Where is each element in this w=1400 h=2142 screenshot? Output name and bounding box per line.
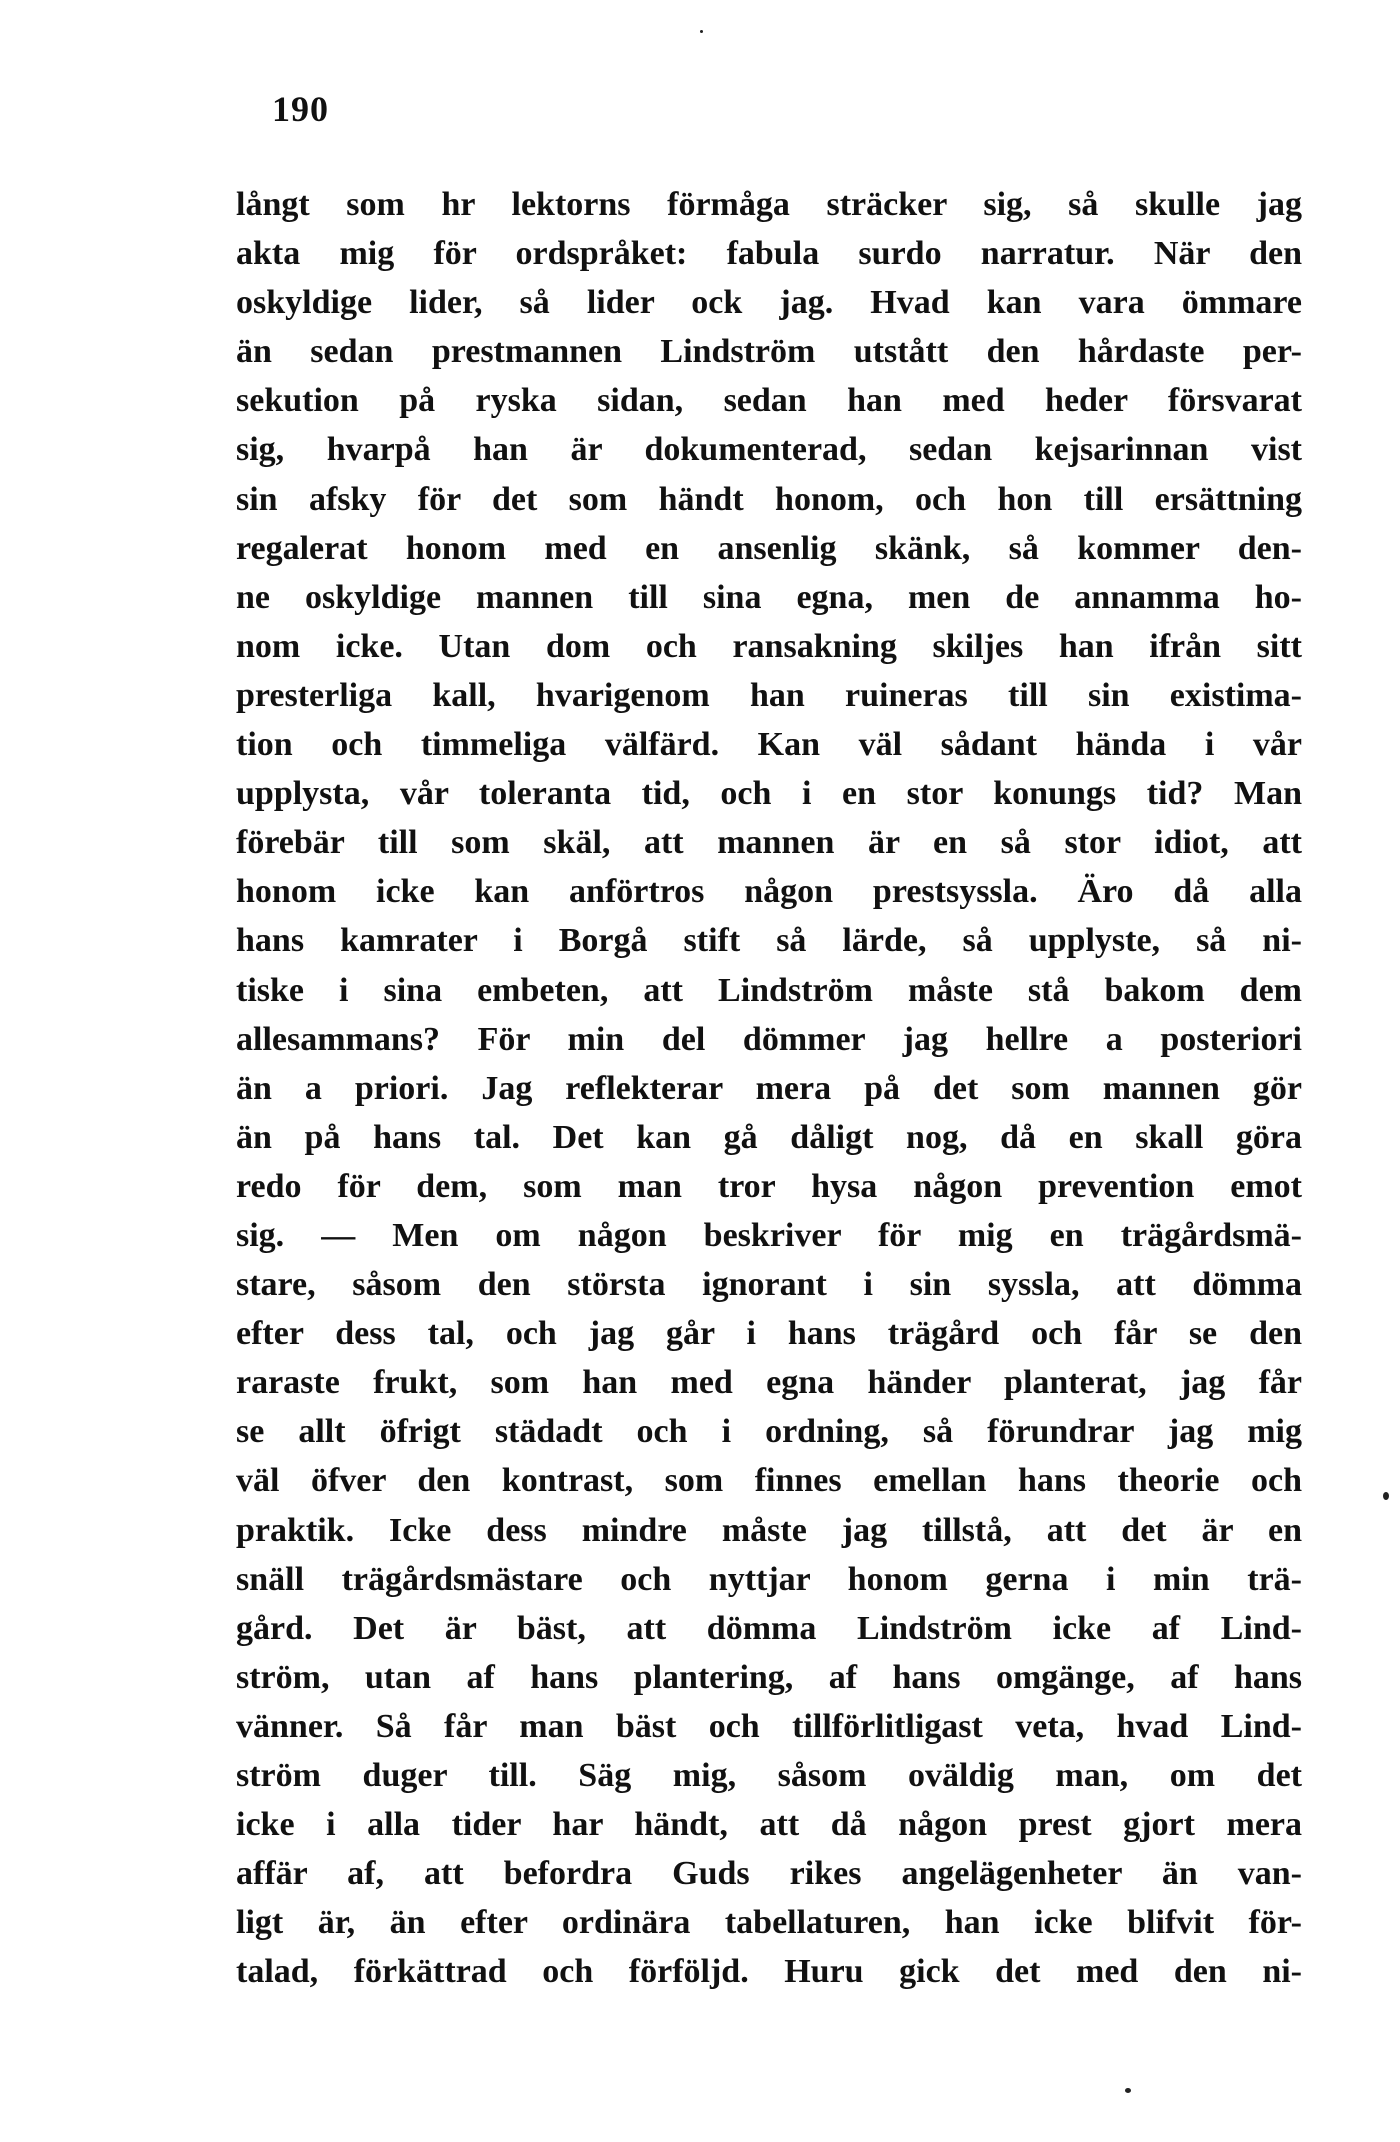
body-text [236,180,1302,1996]
text-line: affär af, att befordra Guds rikes angelägenheter än van- [236,1855,1302,1893]
text-line: ne oskyldige mannen till sina egna, men de annamma ho- [236,578,1302,616]
text-line: icke i alla tider har händt, att då någon prest gjort mera [236,1806,1302,1844]
text-line: akta mig för ordspråket: fabula surdo narratur. När den [236,235,1302,273]
text-line: allesammans? För min del dömmer jag hellre a posteriori [236,1020,1302,1058]
text-line: sig, hvarpå han är dokumenterad, sedan kejsarinnan vist [236,431,1302,469]
text-line: ström duger till. Säg mig, såsom oväldig man, om det [236,1757,1302,1794]
text-line: oskyldige lider, så lider ock jag. Hvad kan vara ömmare [236,284,1302,322]
text-line: raraste frukt, som han med egna händer planterat, jag får [236,1364,1302,1402]
text-line: tiske i sina embeten, att Lindström måste stå bakom dem [236,971,1302,1009]
text-line: vänner. Så får man bäst och tillförlitligast veta, hvad Lind- [236,1707,1302,1745]
print-speck [1383,1492,1389,1500]
text-line: än sedan prestmannen Lindström utstått den hårdaste per- [236,333,1302,371]
text-line: tion och timmeliga välfärd. Kan väl sådant hända i vår [236,726,1302,764]
text-line: se allt öfrigt städadt och i ordning, så förundrar jag mig [236,1413,1302,1451]
text-line last: talad, förkättrad och förföljd. Huru gick det med den ni- [236,1953,1302,1991]
text-line: ligt är, än efter ordinära tabellaturen, han icke blifvit för- [236,1904,1302,1942]
text-line: långt som hr lektorns förmåga sträcker sig, så skulle jag [236,186,1302,223]
text-line: stare, såsom den största ignorant i sin syssla, att dömma [236,1266,1302,1304]
text-line: gård. Det är bäst, att dömma Lindström icke af Lind- [236,1609,1302,1647]
text-line: ström, utan af hans plantering, af hans omgänge, af hans [236,1658,1302,1696]
text-line: honom icke kan anförtros någon prestsyssla. Äro då alla [236,873,1302,911]
text-line: regalerat honom med en ansenlig skänk, så kommer den- [236,529,1302,567]
text-line: förebär till som skäl, att mannen är en så stor idiot, att [236,824,1302,862]
text-line: snäll trägårdsmästare och nyttjar honom gerna i min trä- [236,1560,1302,1598]
text-line: sig. — Men om någon beskriver för mig en trägårdsmä- [236,1216,1302,1254]
text-line: presterliga kall, hvarigenom han ruineras till sin existima- [236,676,1302,714]
text-line: hans kamrater i Borgå stift så lärde, så upplyste, så ni- [236,922,1302,960]
text-line: redo för dem, som man tror hysa någon prevention emot [236,1167,1302,1205]
text-line: sekution på ryska sidan, sedan han med heder försvarat [236,382,1302,420]
text-line: nom icke. Utan dom och ransakning skiljes han ifrån sitt [236,627,1302,665]
print-speck [700,30,703,33]
text-line: än på hans tal. Det kan gå dåligt nog, då en skall göra [236,1118,1302,1156]
text-line: upplysta, vår toleranta tid, och i en stor konungs tid? Man [236,775,1302,813]
text-line: praktik. Icke dess mindre måste jag tillstå, att det är en [236,1511,1302,1549]
page-number: 190 [272,89,329,129]
text-line: efter dess tal, och jag går i hans trägård och får se den [236,1315,1302,1353]
print-speck [1125,2088,1131,2093]
text-line: sin afsky för det som händt honom, och hon till ersättning [236,480,1302,518]
text-line: än a priori. Jag reflekterar mera på det som mannen gör [236,1069,1302,1107]
text-line: väl öfver den kontrast, som finnes emellan hans theorie och [236,1462,1302,1500]
